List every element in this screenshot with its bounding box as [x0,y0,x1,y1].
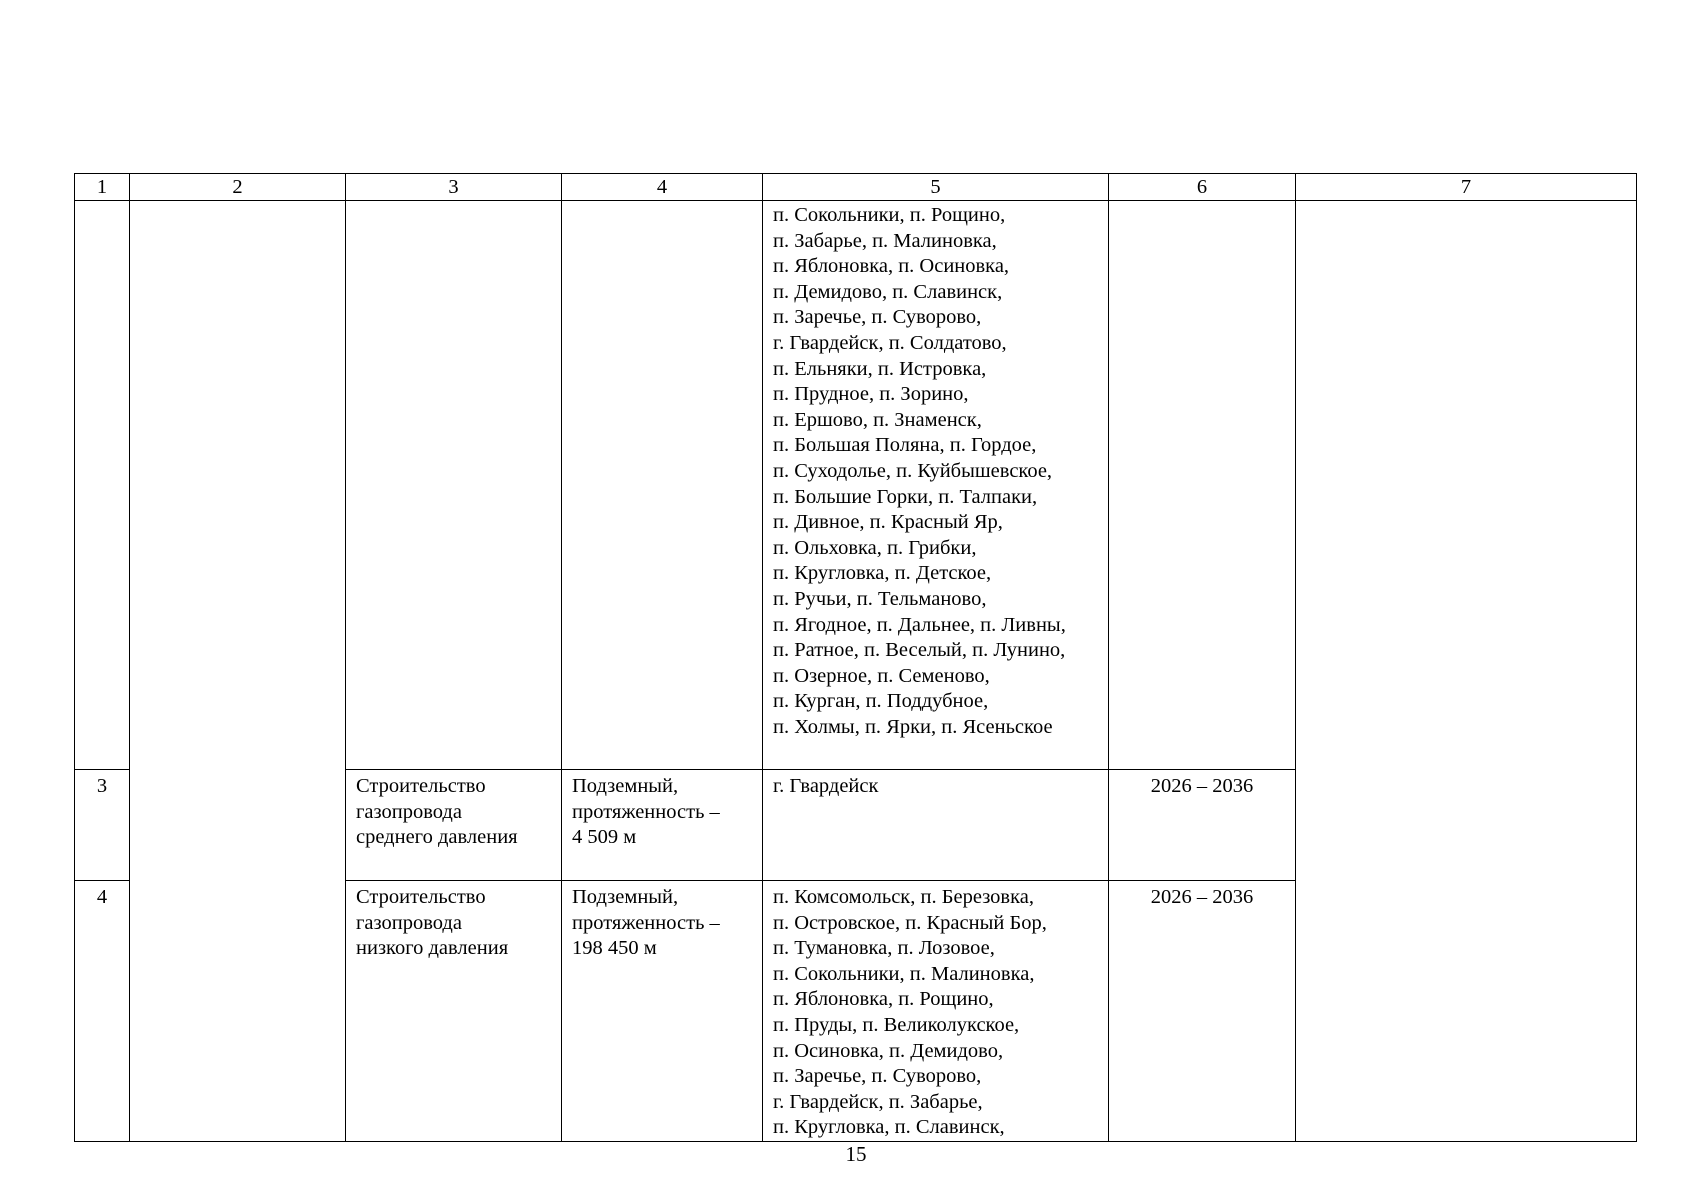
header-cell-1: 1 [75,174,130,201]
header-cell-4: 4 [562,174,763,201]
merged-cell-col2 [130,201,346,1142]
row-number-cell: 3 [75,770,130,881]
work-type-cell: Строительство газопровода низкого давления [346,881,562,1142]
period-cell: 2026 – 2036 [1109,881,1296,1142]
header-cell-5: 5 [763,174,1109,201]
header-cell-3: 3 [346,174,562,201]
data-table [74,173,1637,1142]
period-cell [1109,201,1296,770]
settlements-cell: п. Комсомольск, п. Березовка, п. Островское, п. Красный Бор, п. Тумановка, п. Лозовое, п. Сокольники, п. Малиновка, п. Яблоновка, п. Рощино, п. Пруды, п. Великолукское, п. Осиновка, п. Демидово, п. Заречье, п. Суворово, г. Гвардейск, п. Забарье, п. Кругловка, п. Славинск, [763,881,1109,1142]
settlements-cell: г. Гвардейск [763,770,1109,881]
period-cell: 2026 – 2036 [1109,770,1296,881]
work-type-cell [346,201,562,770]
header-cell-6: 6 [1109,174,1296,201]
header-row [75,174,1637,201]
settlements-cell: п. Сокольники, п. Рощино, п. Забарье, п. Малиновка, п. Яблоновка, п. Осиновка, п. Демидово, п. Славинск, п. Заречье, п. Суворово, г. Гвардейск, п. Солдатово, п. Ельняки, п. Истровка, п. Прудное, п. Зорино, п. Ершово, п. Знаменск, п. Большая Поляна, п. Гордое, п. Суходолье, п. Куйбышевское, п. Большие Горки, п. Талпаки, п. Дивное, п. Красный Яр, п. Ольховка, п. Грибки, п. Кругловка, п. Детское, п. Ручьи, п. Тельманово, п. Ягодное, п. Дальнее, п. Ливны, п. Ратное, п. Веселый, п. Лунино, п. Озерное, п. Семеново, п. Курган, п. Поддубное, п. Холмы, п. Ярки, п. Ясеньское [763,201,1109,770]
header-cell-2: 2 [130,174,346,201]
row-number-cell: 4 [75,881,130,1142]
characteristics-cell: Подземный, протяженность – 198 450 м [562,881,763,1142]
characteristics-cell: Подземный, протяженность – 4 509 м [562,770,763,881]
merged-cell-col7 [1296,201,1637,1142]
row-number-cell [75,201,130,770]
header-cell-7: 7 [1296,174,1637,201]
work-type-cell: Строительство газопровода среднего давления [346,770,562,881]
table-row [75,201,1637,770]
page-number: 15 [845,1142,867,1166]
characteristics-cell [562,201,763,770]
